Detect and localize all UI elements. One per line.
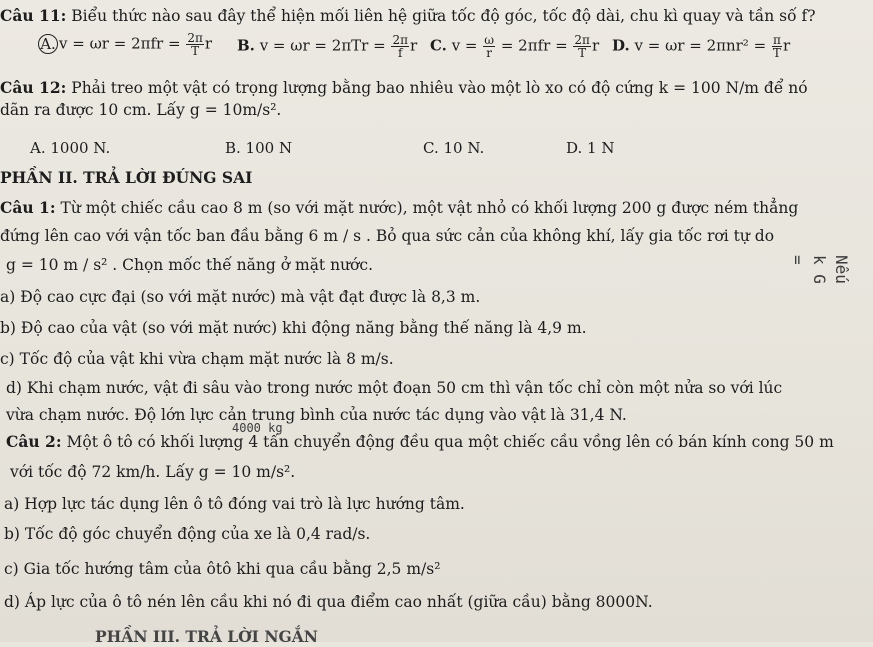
q11-stem [0, 6, 816, 26]
p2q2-statement-a: a) Hợp lực tác dụng lên ô tô đóng vai trò là lực hướng tâm. [4, 495, 465, 513]
p2q1-statement-d-line2: vừa chạm nước. Độ lớn lực cản trung bình của nước tác dụng vào vật là 31,4 N. [6, 406, 627, 424]
part3-title: PHẦN III. TRẢ LỜI NGẮN [95, 627, 318, 646]
p2q2-statement-b: b) Tốc độ góc chuyển động của xe là 0,4 rad/s. [4, 525, 371, 543]
q11-label: Câu 11: [0, 6, 67, 25]
part2-title: PHẦN II. TRẢ LỜI ĐÚNG SAI [0, 168, 253, 187]
p2q1-statement-a: a) Độ cao cực đại (so với mặt nước) mà vật đạt được là 8,3 m. [0, 288, 481, 306]
q11-option-d[interactable]: D. v = ωr = 2πnr² = $\frac{\pi}{T}$ r [612, 33, 791, 60]
p2q1-stem-line3: g = 10 m / s² . Chọn mốc thế năng ở mặt nước. [6, 256, 373, 274]
q12-option-a[interactable]: A. 1000 N. [30, 139, 111, 157]
p2q1-stem: Câu 1: Từ một chiếc cầu cao 8 m (so với mặt nước), một vật nhỏ có khối lượng 200 g được ném thẳng [0, 198, 799, 217]
q11-option-a-key: A. [38, 34, 58, 54]
p2q2-stem: Câu 2: Một ô tô có khối lượng 4 tấn chuyển động đều qua một chiếc cầu vồng lên có bán kính cong 50 m [6, 432, 834, 451]
q12-option-c[interactable]: C. 10 N. [423, 139, 485, 157]
q12-label: Câu 12: [0, 78, 67, 97]
p2q1-stem-line2: đứng lên cao với vận tốc ban đầu bằng 6 m / s . Bỏ qua sức cản của không khí, lấy gia tốc rơi tự do [0, 227, 775, 245]
p2q2-statement-c: c) Gia tốc hướng tâm của ôtô khi qua cầu bằng 2,5 m/s² [4, 560, 441, 578]
p2q1-statement-d: d) Khi chạm nước, vật đi sâu vào trong nước một đoạn 50 cm thì vận tốc chỉ còn một nửa so với lúc [6, 379, 783, 397]
p2q2-statement-d: d) Áp lực của ô tô nén lên cầu khi nó đi qua điểm cao nhất (giữa cầu) bằng 8000N. [4, 593, 653, 611]
q11-option-a[interactable]: A. v = ωr = 2πfr = $\frac{2\pi}{T}$ r [38, 32, 212, 57]
p2q2-stem-line2: với tốc độ 72 km/h. Lấy g = 10 m/s². [10, 463, 296, 481]
q12-option-b[interactable]: B. 100 N [225, 139, 293, 157]
q12-stem-line2: dãn ra được 10 cm. Lấy g = 10m/s². [0, 101, 282, 119]
q11-option-c[interactable]: C. v = $\frac{\omega}{r}$ = 2πfr = $\frac{2\pi}{T}$ r [430, 33, 600, 60]
q11-option-b[interactable]: B. v = ωr = 2πTr = $\frac{2\pi}{f}$ r [237, 33, 418, 60]
q11-text: Biểu thức nào sau đây thể hiện mối liên hệ giữa tốc độ góc, tốc độ dài, chu kì quay và tần số f? [66, 7, 816, 25]
handwritten-margin-note: Nếu k G = [788, 255, 851, 284]
p2q1-statement-c: c) Tốc độ của vật khi vừa chạm mặt nước là 8 m/s. [0, 350, 394, 368]
handwritten-note-mass: 4000 kg [232, 421, 283, 435]
q12-option-d[interactable]: D. 1 N [566, 139, 615, 157]
p2q1-statement-b: b) Độ cao của vật (so với mặt nước) khi động năng bằng thế năng là 4,9 m. [0, 319, 587, 337]
q12-stem: Câu 12: Phải treo một vật có trọng lượng bằng bao nhiêu vào một lò xo có độ cứng k = 100 N/m để nó [0, 78, 808, 97]
